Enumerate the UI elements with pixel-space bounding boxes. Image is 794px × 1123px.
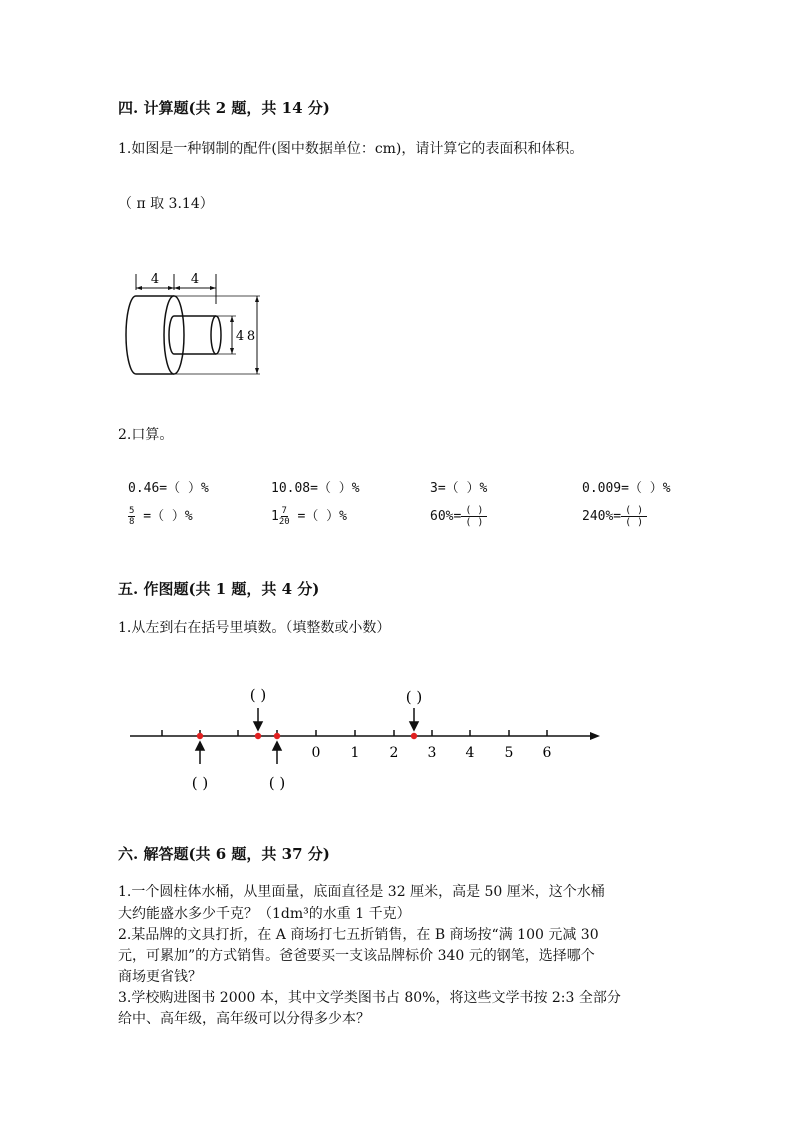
fraction-7-20: $\frac{7}{20}$ [278, 506, 290, 527]
dim-label-width-2: 4 [190, 272, 200, 287]
calc-item-3: 3=（ ）% [430, 481, 488, 496]
number-line-figure [120, 680, 610, 800]
blank-below-c: ( ) [268, 774, 286, 792]
calc-item-2: 10.08=（ ）% [271, 481, 360, 496]
tick-label-2: 2 [389, 745, 399, 761]
dim-label-large-diameter: 8 [246, 329, 256, 344]
dim-label-width-1: 4 [150, 272, 160, 287]
tick-label-6: 6 [542, 745, 552, 761]
section-4-title: 四. 计算题(共 2 题，共 14 分) [118, 99, 330, 117]
section-6-title: 六. 解答题(共 6 题，共 37 分) [118, 845, 330, 863]
tick-label-1: 1 [350, 745, 360, 761]
question-4-1-pi-note: （ π 取 3.14） [118, 196, 214, 212]
answer-line-5: 商场更省钱？ [118, 969, 202, 985]
point-d [411, 733, 417, 739]
blank-above-d: ( ) [405, 688, 423, 706]
calc-item-5: $\frac{5}{8}$ =（ ）% [129, 506, 193, 527]
point-c [274, 733, 280, 739]
blank-above-b: ( ) [249, 686, 267, 704]
steel-part-figure [118, 264, 268, 380]
point-b [255, 733, 261, 739]
tick-label-5: 5 [504, 745, 514, 761]
calc-item-4: 0.009=（ ）% [582, 481, 671, 496]
tick-label-3: 3 [427, 745, 437, 761]
answer-line-3: 2.某品牌的文具打折，在 A 商场打七五折销售，在 B 商场按“满 100 元减 30 [118, 927, 599, 943]
answer-line-1: 1.一个圆柱体水桶，从里面量，底面直径是 32 厘米，高是 50 厘米，这个水桶 [118, 884, 605, 900]
tick-label-0: 0 [311, 745, 321, 761]
point-a [197, 733, 203, 739]
answer-line-2: 大约能盛水多少千克？（1dm³的水重 1 千克） [118, 906, 411, 922]
blank-fraction-7: ( ) ( ) [461, 505, 487, 528]
blank-below-a: ( ) [191, 774, 209, 792]
calc-item-8: 240%= ( ) ( ) [582, 505, 647, 528]
calc-item-7: 60%= ( ) ( ) [430, 505, 487, 528]
answer-line-6: 3.学校购进图书 2000 本，其中文学类图书占 80%，将这些文学书按 2:3 全部分 [118, 990, 621, 1006]
blank-fraction-8: ( ) ( ) [621, 505, 647, 528]
calc-item-6: 1 $\frac{7}{20}$ =（ ）% [271, 506, 347, 527]
question-4-1-text: 1.如图是一种钢制的配件(图中数据单位：cm)，请计算它的表面积和体积。 [118, 141, 584, 157]
section-5-title: 五. 作图题(共 1 题，共 4 分) [118, 580, 320, 598]
calc-item-1: 0.46=（ ）% [128, 481, 209, 496]
fraction-5-8: $\frac{5}{8}$ [129, 506, 135, 527]
answer-line-7: 给中、高年级，高年级可以分得多少本？ [118, 1011, 370, 1027]
axis-arrow [590, 732, 600, 740]
tick-label-4: 4 [465, 745, 475, 761]
question-5-1-text: 1.从左到右在括号里填数。（填整数或小数） [118, 620, 391, 636]
question-4-2-title: 2.口算。 [118, 427, 174, 443]
dim-label-small-diameter: 4 [235, 329, 245, 344]
answer-line-4: 元，可累加”的方式销售。爸爸要买一支该品牌标价 340 元的钢笔，选择哪个 [118, 948, 595, 964]
